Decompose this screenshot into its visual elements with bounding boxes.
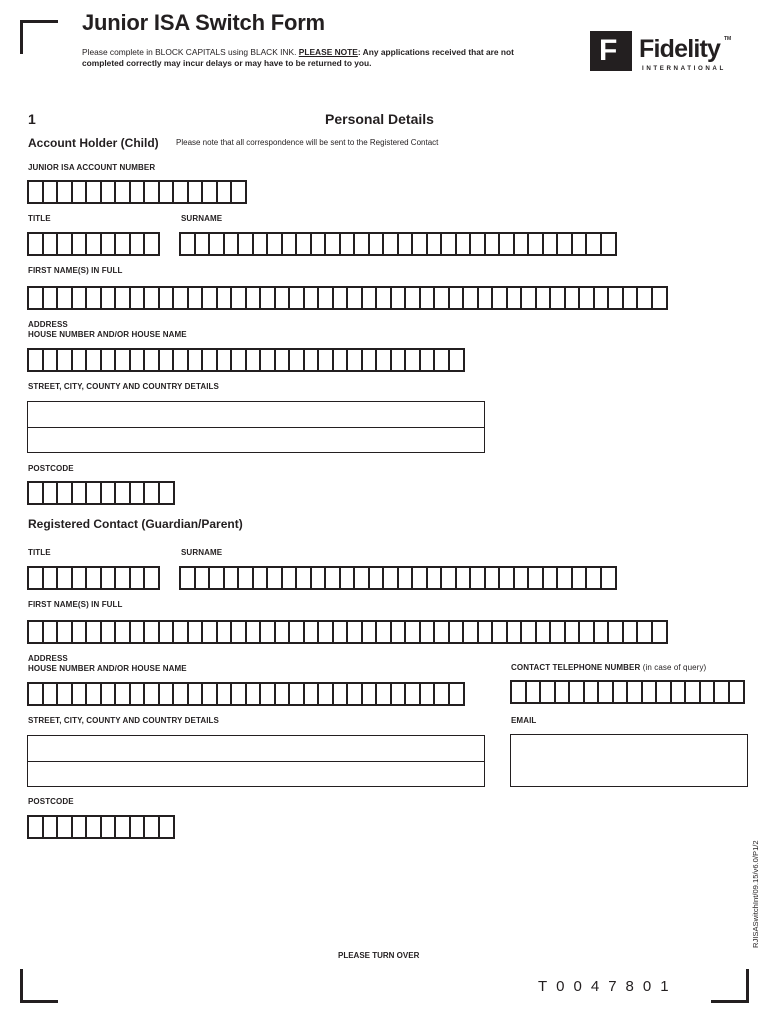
child-surname-boxes[interactable] xyxy=(179,232,614,256)
character-box[interactable] xyxy=(158,815,175,839)
form-instructions xyxy=(82,47,542,69)
form-reference-number: T0047801 xyxy=(538,978,678,995)
child-surname-label: SURNAME xyxy=(181,214,223,223)
account-holder-heading: Account Holder (Child) xyxy=(28,136,159,150)
registered-contact-heading: Registered Contact (Guardian/Parent) xyxy=(28,517,243,531)
child-street-label: STREET, CITY, COUNTY AND COUNTRY DETAILS xyxy=(28,382,219,391)
character-box[interactable] xyxy=(448,682,465,706)
character-box[interactable] xyxy=(230,180,247,204)
contact-title-boxes[interactable] xyxy=(27,566,158,590)
correspondence-note: Please note that all correspondence will be sent to the Registered Contact xyxy=(176,138,439,147)
please-turn-over: PLEASE TURN OVER xyxy=(338,951,420,960)
character-box[interactable] xyxy=(651,286,668,310)
section-title: Personal Details xyxy=(325,111,434,127)
contact-email-field[interactable] xyxy=(510,734,748,787)
contact-street-field[interactable] xyxy=(27,735,485,787)
logo-wordmark: Fidelity xyxy=(639,35,721,63)
character-box[interactable] xyxy=(728,680,745,704)
contact-address-label: ADDRESS HOUSE NUMBER AND/OR HOUSE NAME xyxy=(28,654,187,673)
fidelity-logo xyxy=(590,31,730,75)
contact-phone-hint: (in case of query) xyxy=(642,663,707,672)
contact-house-boxes[interactable] xyxy=(27,682,462,706)
character-box[interactable] xyxy=(158,481,175,505)
contact-surname-label: SURNAME xyxy=(181,548,223,557)
jisa-number-boxes[interactable] xyxy=(27,180,245,204)
contact-postcode-boxes[interactable] xyxy=(27,815,172,839)
child-first-names-boxes[interactable] xyxy=(27,286,665,310)
contact-phone-label: CONTACT TELEPHONE NUMBER (in case of query) xyxy=(511,663,707,672)
instructions-text: Please complete in BLOCK CAPITALS using BLACK INK. xyxy=(82,47,299,57)
contact-postcode-label: POSTCODE xyxy=(28,797,74,806)
character-box[interactable] xyxy=(600,232,617,256)
contact-street-label: STREET, CITY, COUNTY AND COUNTRY DETAILS xyxy=(28,716,219,725)
form-title: Junior ISA Switch Form xyxy=(82,10,325,35)
child-street-field[interactable] xyxy=(27,401,485,453)
character-box[interactable] xyxy=(448,348,465,372)
crop-mark-top-left xyxy=(20,20,23,54)
crop-mark-bottom-left xyxy=(20,1000,58,1003)
contact-first-names-label: FIRST NAME(S) IN FULL xyxy=(28,600,123,609)
contact-phone-boxes[interactable] xyxy=(510,680,742,704)
crop-mark-bottom-right xyxy=(711,1000,749,1003)
child-first-names-label: FIRST NAME(S) IN FULL xyxy=(28,266,123,275)
crop-mark-bottom-right xyxy=(746,969,749,1003)
fidelity-mark-icon: F xyxy=(590,31,632,71)
crop-mark-top-left xyxy=(20,20,58,23)
section-number: 1 xyxy=(28,111,36,127)
character-box[interactable] xyxy=(143,566,160,590)
child-title-boxes[interactable] xyxy=(27,232,158,256)
crop-mark-bottom-left xyxy=(20,969,23,1003)
contact-house-label: HOUSE NUMBER AND/OR HOUSE NAME xyxy=(28,664,187,673)
child-title-label: TITLE xyxy=(28,214,51,223)
instructions-warning: : Any applications received that are not completed correctly may incur delays or may have to be returned to you. xyxy=(82,47,514,68)
character-box[interactable] xyxy=(651,620,668,644)
child-postcode-label: POSTCODE xyxy=(28,464,74,473)
contact-first-names-boxes[interactable] xyxy=(27,620,665,644)
logo-trademark: TM xyxy=(724,36,732,42)
character-box[interactable] xyxy=(143,232,160,256)
child-house-boxes[interactable] xyxy=(27,348,462,372)
please-note: PLEASE NOTE xyxy=(298,47,358,57)
contact-surname-boxes[interactable] xyxy=(179,566,614,590)
character-box[interactable] xyxy=(600,566,617,590)
contact-title-label: TITLE xyxy=(28,548,51,557)
contact-email-label: EMAIL xyxy=(511,716,537,725)
child-postcode-boxes[interactable] xyxy=(27,481,172,505)
child-house-label: HOUSE NUMBER AND/OR HOUSE NAME xyxy=(28,330,187,339)
form-version-code: RJISASwitchInt/09.15/v6.0/P1/2 xyxy=(751,840,760,948)
logo-subtitle: INTERNATIONAL xyxy=(642,65,726,72)
child-address-label: ADDRESS HOUSE NUMBER AND/OR HOUSE NAME xyxy=(28,320,187,339)
jisa-number-label: JUNIOR ISA ACCOUNT NUMBER xyxy=(28,163,156,172)
